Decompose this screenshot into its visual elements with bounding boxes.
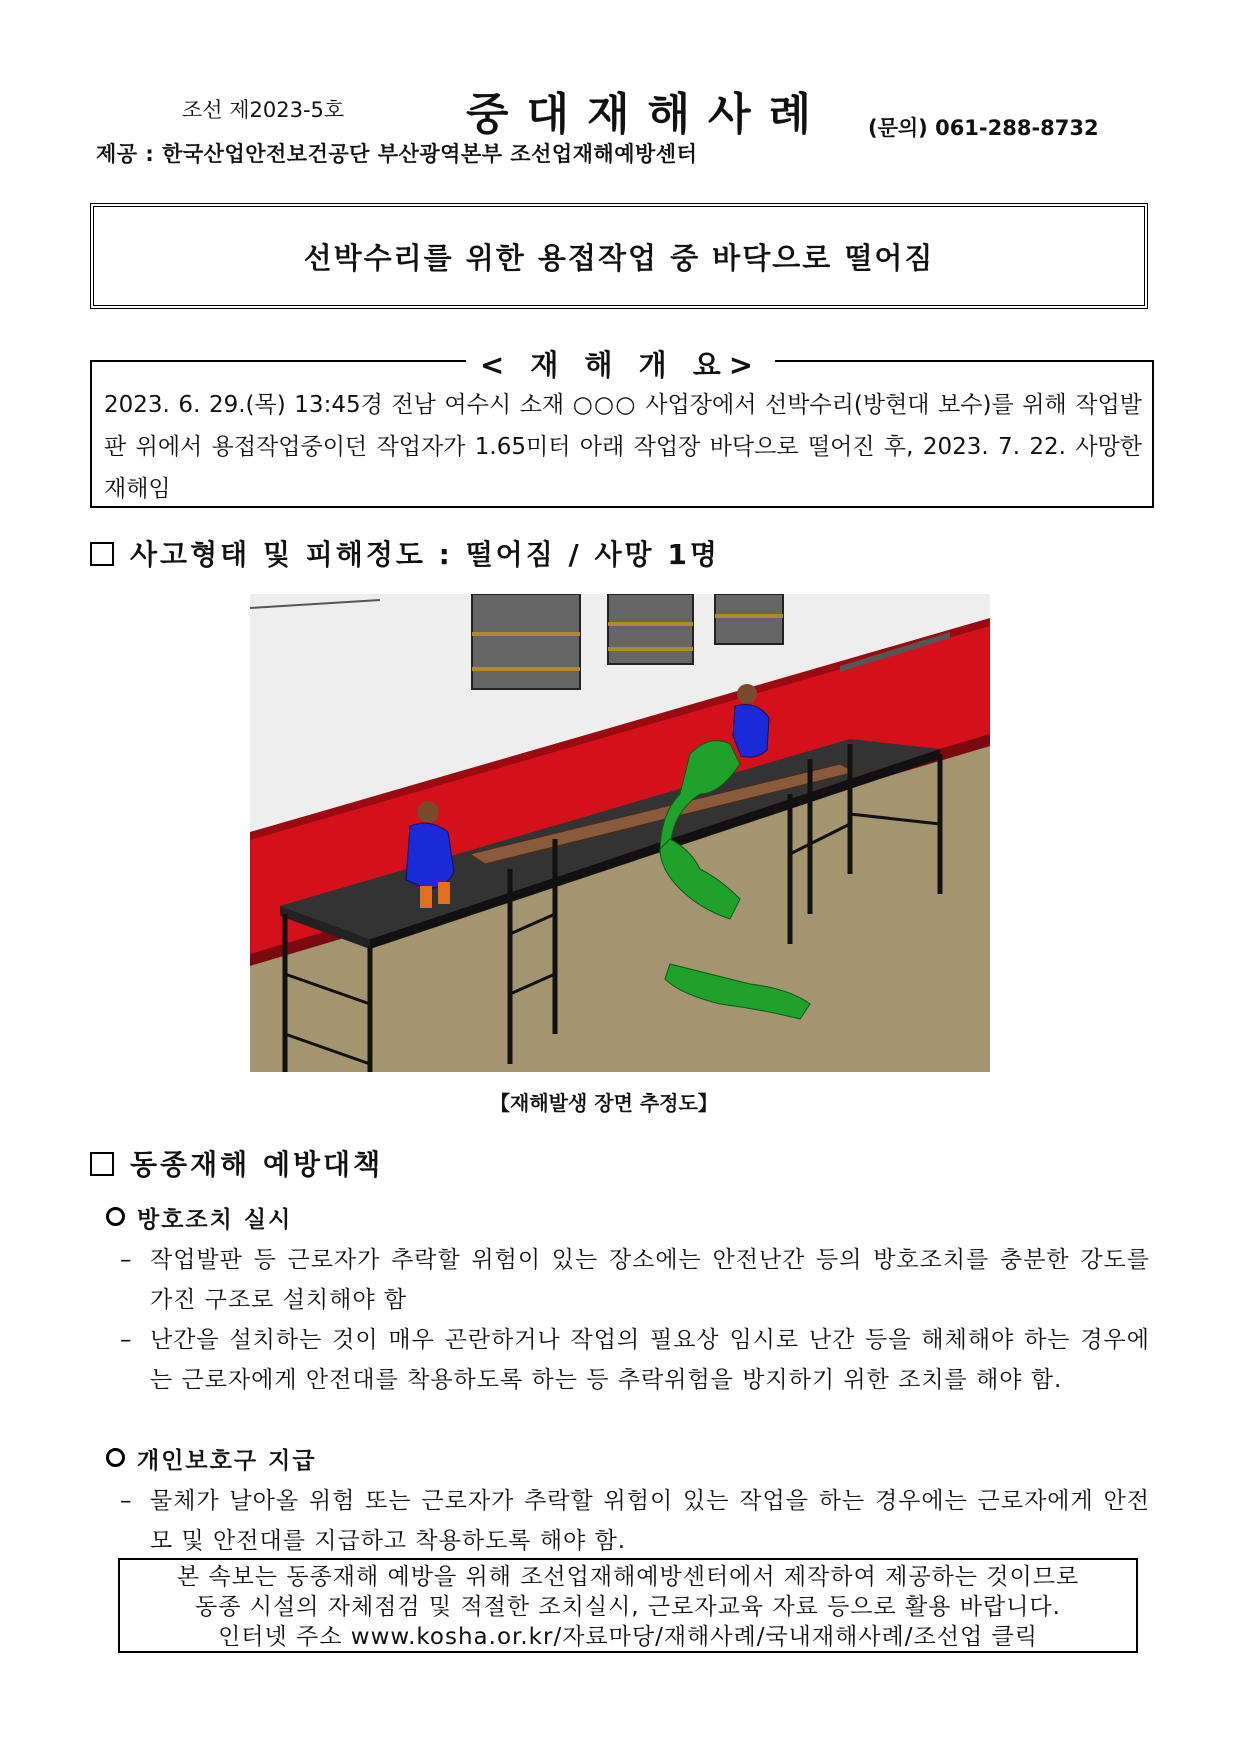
headline-box — [90, 203, 1148, 309]
footer-line-3: 인터넷 주소 www.kosha.or.kr/자료마당/재해사례/국내재해사례/조선업 클릭 — [218, 1624, 1038, 1650]
document-number: 조선 제2023-5호 — [182, 98, 345, 122]
headline: 선박수리를 위한 용접작업 중 바닥으로 떨어짐 — [303, 240, 935, 275]
accident-scene-graphic — [250, 594, 990, 1072]
dash-marker: – — [120, 1488, 133, 1514]
prevention-item-1-title-text: 방호조치 실시 — [137, 1207, 293, 1233]
dash-marker: – — [120, 1327, 133, 1353]
page-title: 중대재해사례 — [466, 89, 830, 140]
prevention-item-2-title-text: 개인보호구 지급 — [137, 1448, 317, 1474]
circle-bullet-icon — [106, 1207, 125, 1226]
summary-title: < 재 해 개 요> — [466, 343, 775, 384]
point-text: 난간을 설치하는 것이 매우 곤란하거나 작업의 필요상 임시로 난간 등을 해체해야 하는 경우에는 근로자에게 안전대를 착용하도록 하는 등 추락위험을 방지하기 위한 조치를 해야 함. — [150, 1327, 1150, 1393]
accident-heading-text: 사고형태 및 피해정도 : 떨어짐 / 사망 1명 — [130, 538, 720, 571]
footer-notice — [118, 1558, 1138, 1653]
footer-line-2: 동종 시설의 자체점검 및 적절한 조치실시, 근로자교육 자료 등으로 활용 바랍니다. — [195, 1594, 1061, 1620]
contact-phone: (문의) 061-288-8732 — [868, 116, 1099, 140]
illustration-caption: 【재해발생 장면 추정도】 — [490, 1091, 718, 1115]
provider-line: 제공 : 한국산업안전보건공단 부산광역본부 조선업재해예방센터 — [96, 142, 698, 166]
prevention-item-1-point-1 — [120, 1240, 1150, 1320]
prevention-heading-text: 동종재해 예방대책 — [130, 1148, 384, 1181]
summary-text: 2023. 6. 29.(목) 13:45경 전남 여수시 소재 ○○○ 사업장에서 선박수리(방현대 보수)를 위해 작업발판 위에서 용접작업중이던 작업자가 1.65미터 아래 작업장 바닥으로 떨어진 후, 2023. 7. 22. 사망한 재해임 — [104, 392, 1142, 502]
accident-section-heading — [90, 533, 720, 573]
point-text: 작업발판 등 근로자가 추락할 위험이 있는 장소에는 안전난간 등의 방호조치를 충분한 강도를 가진 구조로 설치해야 함 — [150, 1247, 1150, 1313]
checkbox-square-icon — [90, 1152, 114, 1176]
prevention-item-1-title — [106, 1201, 292, 1234]
prevention-item-2-title — [106, 1442, 317, 1475]
prevention-item-2-point-1 — [120, 1481, 1150, 1561]
checkbox-square-icon — [90, 542, 114, 566]
footer-line-1: 본 속보는 동종재해 예방을 위해 조선업재해예방센터에서 제작하여 제공하는 것이므로 — [176, 1564, 1080, 1590]
prevention-item-1-point-2 — [120, 1320, 1150, 1400]
prevention-section-heading — [90, 1143, 383, 1183]
point-text: 물체가 날아올 위험 또는 근로자가 추락할 위험이 있는 작업을 하는 경우에는 근로자에게 안전모 및 안전대를 지급하고 착용하도록 해야 함. — [150, 1488, 1150, 1554]
accident-illustration — [250, 594, 990, 1072]
circle-bullet-icon — [106, 1448, 125, 1467]
dash-marker: – — [120, 1247, 133, 1273]
